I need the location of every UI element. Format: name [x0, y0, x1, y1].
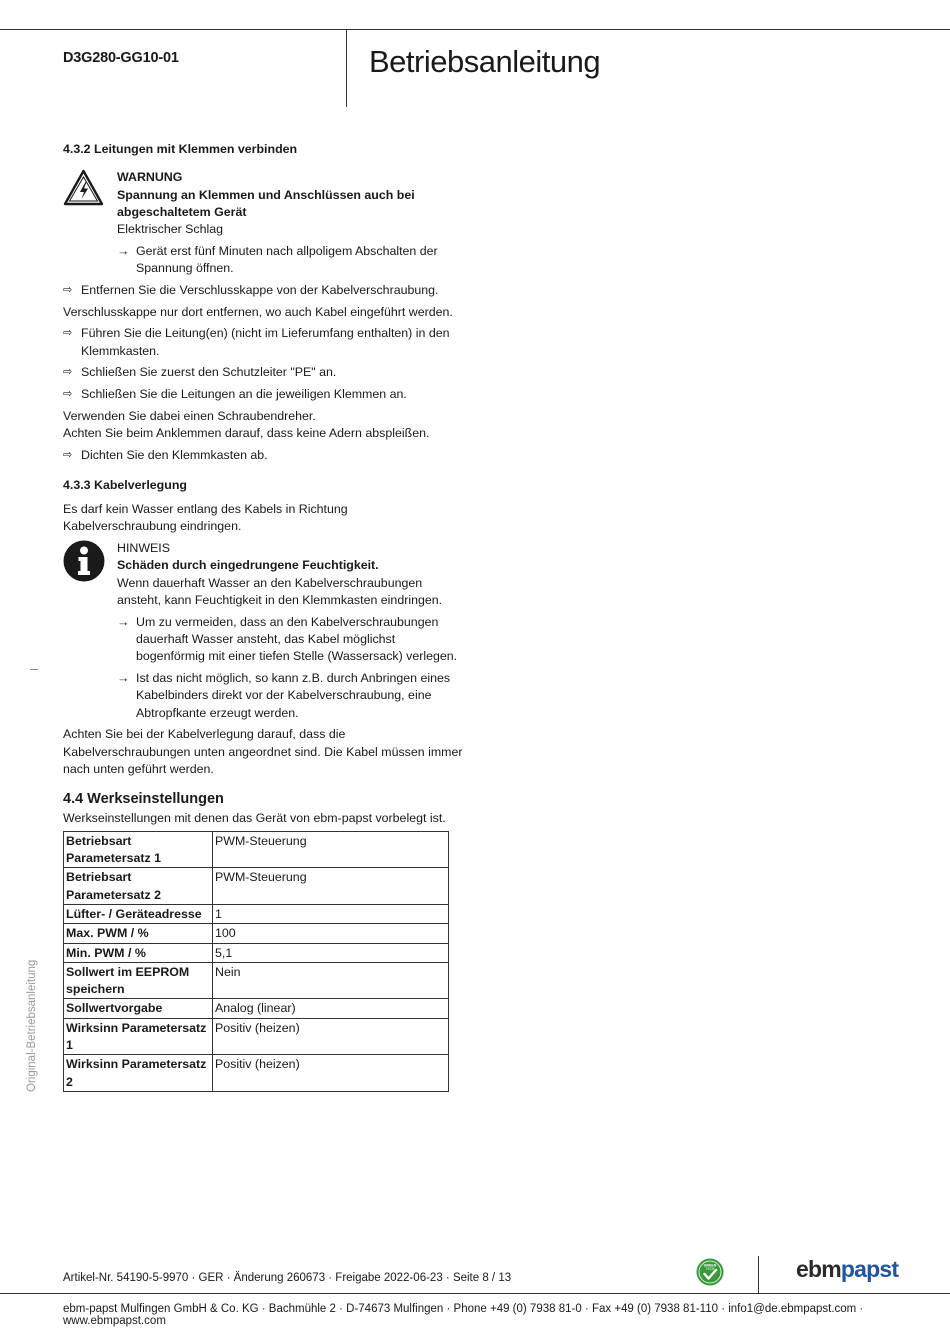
table-key: Betriebsart Parametersatz 2: [64, 868, 213, 905]
section-heading-4-4: 4.4 Werkseinstellungen: [63, 791, 224, 808]
margin-tick: [30, 669, 38, 670]
table-value: 5,1: [213, 943, 449, 962]
notice-measure-text: Ist das nicht möglich, so kann z.B. durch Anbringen eines Kabelbinders direkt vor der Kabelverschraubung, eine Abtropfkante erzeugt werden.: [136, 671, 451, 720]
section-outro: Achten Sie bei der Kabelverlegung darauf, dass die Kabelverschraubungen unten angeordnet sind. Die Kabel müssen immer nach unten geführt werden.: [63, 727, 463, 776]
notice-label: HINWEIS: [117, 541, 171, 556]
table-row: [64, 962, 449, 999]
step-text: Entfernen Sie die Verschlusskappe von der Kabelverschraubung.: [81, 282, 439, 297]
step-arrow-icon: ⇨: [63, 283, 73, 296]
footer-divider: [0, 1293, 950, 1294]
arrow-icon: →: [117, 243, 130, 258]
step-item: [63, 282, 463, 299]
section-heading-4-3-3: 4.3.3 Kabelverlegung: [63, 477, 187, 492]
table-value: 1: [213, 904, 449, 923]
warning-consequence: Elektrischer Schlag: [117, 222, 224, 237]
info-text: Verwenden Sie dabei einen Schraubendreher.: [63, 408, 316, 423]
table-row: [64, 868, 449, 905]
step-text: Führen Sie die Leitung(en) (nicht im Lieferumfang enthalten) in den Klemmkasten.: [81, 326, 450, 358]
step-arrow-icon: ⇨: [63, 366, 73, 379]
step-item: [63, 386, 463, 403]
table-row: [64, 999, 449, 1018]
arrow-icon: →: [117, 614, 130, 629]
logo-part-papst: papst: [840, 1256, 899, 1282]
notice-measure: [117, 670, 463, 722]
notice-measure: [117, 614, 463, 666]
table-row: [64, 943, 449, 962]
ebmpapst-logo: [796, 1256, 898, 1283]
badge-text-bottom: TECH: [705, 1267, 715, 1271]
step-text: Schließen Sie die Leitungen an die jeweiligen Klemmen an.: [81, 386, 407, 401]
table-value: Positiv (heizen): [213, 1018, 449, 1055]
table-key: Max. PWM / %: [64, 924, 213, 943]
info-text: Verschlusskappe nur dort entfernen, wo auch Kabel eingeführt werden.: [63, 304, 453, 319]
main-content: [63, 141, 463, 1092]
table-value: Nein: [213, 962, 449, 999]
table-row: [64, 904, 449, 923]
table-value: PWM-Steuerung: [213, 868, 449, 905]
warning-triangle-icon: [63, 169, 104, 206]
warning-label: WARNUNG: [117, 170, 183, 185]
table-value: Positiv (heizen): [213, 1055, 449, 1092]
table-value: PWM-Steuerung: [213, 831, 449, 868]
notice-text: Wenn dauerhaft Wasser an den Kabelverschraubungen ansteht, kann Feuchtigkeit in den Klemmkasten eindringen.: [117, 575, 443, 608]
step-text: Dichten Sie den Klemmkasten ab.: [81, 447, 268, 462]
factory-settings-table: [63, 831, 449, 1092]
notice-title: Schäden durch eingedrungene Feuchtigkeit.: [117, 558, 379, 573]
table-row: [64, 1055, 449, 1092]
greentech-badge-icon: [696, 1258, 724, 1286]
header-vertical-divider: [346, 29, 347, 107]
step-item: [63, 447, 463, 464]
warning-title: Spannung an Klemmen und Anschlüssen auch bei abgeschaltetem Gerät: [117, 187, 415, 219]
table-row: [64, 831, 449, 868]
info-text: Achten Sie beim Anklemmen darauf, dass keine Adern abspleißen.: [63, 425, 430, 440]
document-id: D3G280-GG10-01: [63, 50, 179, 66]
warning-measure-text: Gerät erst fünf Minuten nach allpoligem Abschalten der Spannung öffnen.: [136, 243, 438, 276]
badge-text-top: GREEN: [703, 1263, 717, 1268]
warning-measure: [117, 243, 463, 278]
table-key: Sollwertvorgabe: [64, 999, 213, 1018]
header-divider: [0, 29, 950, 30]
section-intro: Es darf kein Wasser entlang des Kabels in Richtung Kabelverschraubung eindringen.: [63, 502, 348, 534]
page-title: Betriebsanleitung: [369, 44, 601, 79]
step-arrow-icon: ⇨: [63, 387, 73, 400]
table-row: [64, 1018, 449, 1055]
section-intro: Werkseinstellungen mit denen das Gerät von ebm-papst vorbelegt ist.: [63, 811, 446, 826]
step-arrow-icon: ⇨: [63, 448, 73, 461]
step-text: Schließen Sie zuerst den Schutzleiter "PE" an.: [81, 365, 337, 380]
notice-measure-text: Um zu vermeiden, dass an den Kabelverschraubungen dauerhaft Wasser ansteht, das Kabel möglichst bogenförmig mit einer tiefen Stelle (Wassersack) verlegen.: [136, 614, 458, 664]
step-item: [63, 325, 463, 360]
table-key: Betriebsart Parametersatz 1: [64, 831, 213, 868]
table-key: Wirksinn Parametersatz 2: [64, 1055, 213, 1092]
footer-company-info: ebm-papst Mulfingen GmbH & Co. KG · Bachmühle 2 · D-74673 Mulfingen · Phone +49 (0) 7938 81-0 · Fax +49 (0) 7938 81-110 · info1@de.ebmpapst.com · www.ebmpapst.com: [63, 1303, 864, 1327]
table-value: Analog (linear): [213, 999, 449, 1018]
table-key: Sollwert im EEPROM speichern: [64, 962, 213, 999]
info-icon: [63, 540, 105, 582]
warning-block: [63, 169, 463, 277]
footer-article-info: Artikel-Nr. 54190-5-9970 · GER · Änderung 260673 · Freigabe 2022-06-23 · Seite 8 / 13: [63, 1272, 512, 1284]
table-value: 100: [213, 924, 449, 943]
arrow-icon: →: [117, 671, 130, 686]
logo-part-ebm: ebm: [796, 1256, 841, 1282]
footer-vertical-divider: [758, 1256, 759, 1293]
table-key: Min. PWM / %: [64, 943, 213, 962]
side-label: Original-Betriebsanleitung: [26, 959, 38, 1092]
table-key: Wirksinn Parametersatz 1: [64, 1018, 213, 1055]
notice-block: [63, 540, 463, 722]
step-item: [63, 364, 463, 381]
table-key: Lüfter- / Geräteadresse: [64, 904, 213, 923]
step-arrow-icon: ⇨: [63, 327, 73, 340]
table-row: [64, 924, 449, 943]
section-heading-4-3-2: 4.3.2 Leitungen mit Klemmen verbinden: [63, 142, 298, 156]
